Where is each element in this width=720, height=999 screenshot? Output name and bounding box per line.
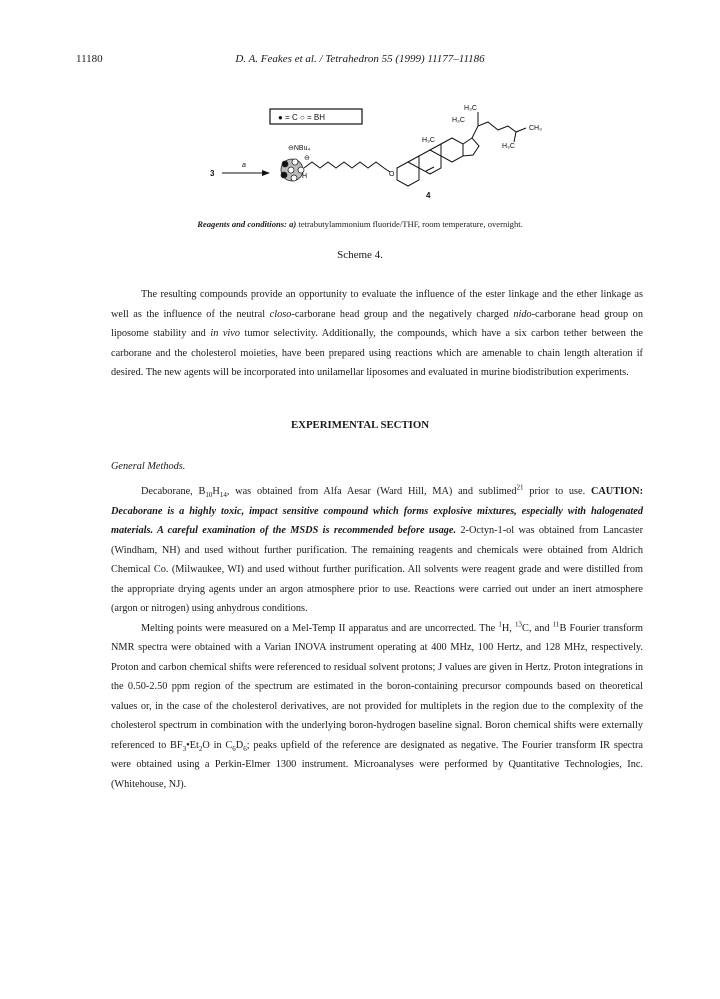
oxygen-label: O [389,171,395,178]
anion-charge: ⊖ [304,155,310,162]
paragraph-instrumentation: Melting points were measured on a Mel-Temp II apparatus and are uncorrected. The $^1$H, $^{13}$C, and $^{11}$B Fourier transform NMR spectra were obtained with a Varian INOVA instrument operating at 400 MHz, 100 Hertz, and 128 MHz, respectively. Proton and carbon chemical shifts were referenced to residual solvent protons; J values are given in Hertz. Proton integrations in the 0.50-2.50 ppm region of the spectrum are estimated in the boron-containing precursor compounds based on theoretical values or, in the case of the cholesterol derivatives, are not provided for multiplets in the region due to the complexity of the cholesterol spectrum in combination with the underlying boron-hydrogen baseline signal. Boron chemical shifts were externally referenced to $BF_3•Et_2O$ in $C_6D_6$; peaks upfield of the reference are designated as negative. The Fourier transform IR spectra were obtained using a Perkin-Elmer 1300 instrument. Microanalyses were performed by Quantitative Technologies, Inc. (Whitehouse, NJ). [111,620,643,790]
methyl-label-3: H₃C [422,137,435,144]
paragraph-results: The resulting compounds provide an opportunity to evaluate the influence of the ester linkage and the ether linkage as well as the influence of the neutral closo-carborane head group and the negatively charged nido-carborane head group on liposome stability and in vivo tumor selectivity. Additionally, the compounds, which have a six carbon tether between the carborane and the cholesterol moieties, have been prepared using reactions which are amenable to chain length alteration if desired. The new agents will be incorporated into unilamellar liposomes and evaluated in murine biodistribution experiments. [111,289,643,378]
caption-lead: Reagents and conditions: a) [197,219,297,229]
methyl-label-1: H₃C [464,105,477,112]
page-number: 11180 [76,53,103,65]
caption-text: tetrabutylammonium fluoride/THF, room temperature, overnight. [296,219,523,229]
paragraph-general-methods: Decaborane, $B_{10}H_{14}$, was obtained from Alfa Aesar (Ward Hill, MA) and sublimed$^{21}$ prior to use. CAUTION: Decaborane is a highly toxic, impact sensitive compound which forms explosive mixtures, especially with halogenated materials. A careful examination of the MSDS is recommended before usage. 2-Octyn-1-ol was obtained from Lancaster (Windham, NH) and used without further purification. The remaining reagents and chemicals were obtained from Aldrich Chemical Co. (Milwaukee, WI) and used without further purification. All solvents were reagent grade and were distilled from the appropriate drying agents under an argon atmosphere prior to use. Reactions were carried out under an inert atmosphere (argon or nitrogen) using anhydrous conditions. Melting points were measured on a Mel-Temp II apparatus and are uncorrected. The $^1$H, $^{13}$C, and $^{11}$B Fourier transform NMR spectra were obtained with a Varian INOVA instrument operating at 400 MHz, 100 Hertz, and 128 MHz, respectively. Proton and carbon chemical shifts were referenced to residual solvent protons; J values are given in Hertz. Proton integrations in the 0.50-2.50 ppm region of the spectrum are estimated in the boron-containing precursor compounds based on theoretical values or, in the case of the cholesterol derivatives, are not provided for multiplets in the region due to the complexity of the cholesterol spectrum in combination with the underlying boron-hydrogen baseline signal. Boron chemical shifts were externally referenced to $BF_3•Et_2O$ in $C_6D_6$; peaks upfield of the reference are designated as negative. The Fourier transform IR spectra were obtained using a Perkin-Elmer 1300 instrument. Microanalyses were performed by Quantitative Technologies, Inc. (Whitehouse, NJ). [111,482,643,794]
methyl-label-5: H₃C [502,143,515,150]
cholesterol-skeleton [397,138,479,186]
scheme-title: Scheme 4. [337,249,383,261]
running-head: D. A. Feakes et al. / Tetrahedron 55 (1999) 11177–11186 [235,53,485,65]
cation-label: ⊖NBu₄ [288,145,311,152]
tether-chain [304,162,390,172]
reaction-scheme [180,92,580,212]
caution-label: CAUTION: [590,486,643,497]
side-chain [472,122,526,138]
legend-text: ● = C ○ = BH [278,113,326,122]
caution-text: Decaborane is a highly toxic, impact sensitive compound which forms explosive mixtures, especially with halogenated materials. A careful examination of the MSDS is recommended before usage. [111,505,643,536]
reagent-label: a [242,162,246,169]
scheme-caption [72,219,648,229]
hydrogen-label: H [302,173,308,180]
product-number: 4 [426,191,431,200]
section-heading: EXPERIMENTAL SECTION [290,419,430,431]
methyl-label-4: CH₃ [529,125,542,132]
methyl-label-2: H₃C [452,117,465,124]
page-header [72,53,648,69]
start-compound-label: 3 [210,169,215,178]
carborane-cage [281,159,304,181]
subsection-heading: General Methods. [111,461,186,472]
